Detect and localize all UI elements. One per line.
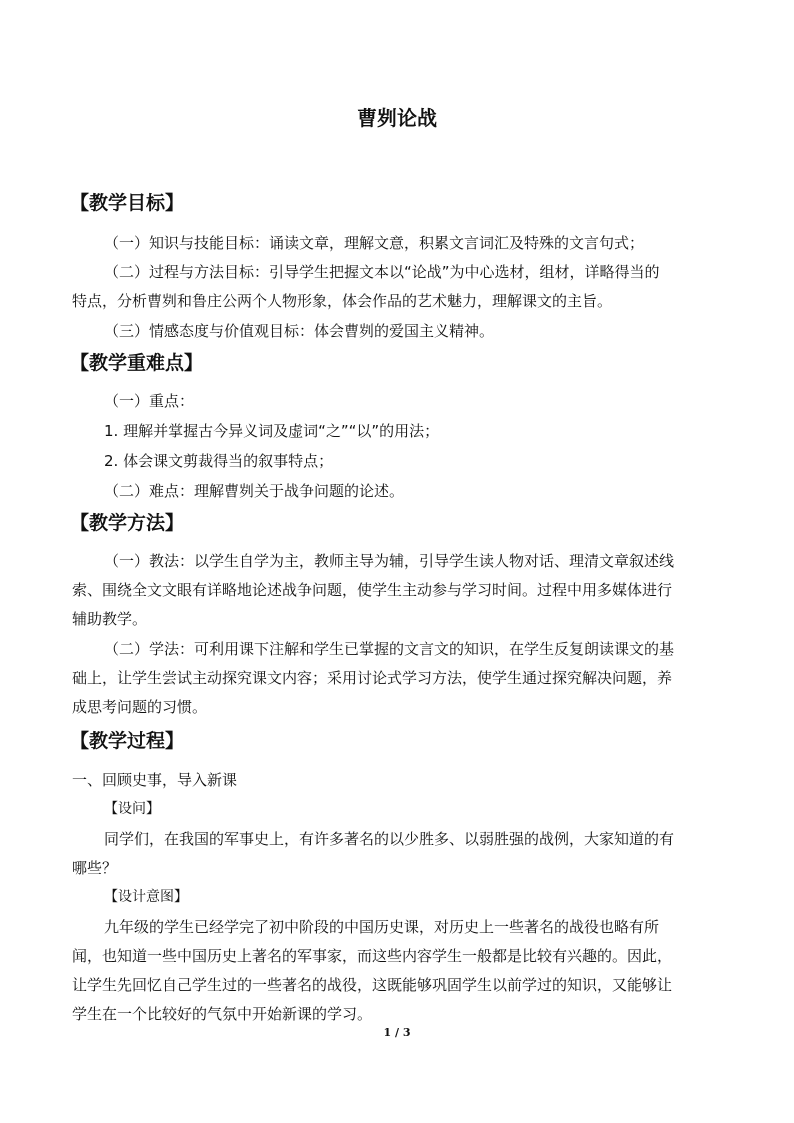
paragraph-line: （一）知识与技能目标：诵读文章，理解文意，积累文言词汇及特殊的文言句式； (104, 234, 645, 252)
subheading: 一、回顾史事，导入新课 (72, 771, 238, 789)
paragraph-line: 九年级的学生已经学完了初中阶段的中国历史课，对历史上一些著名的战役也略有所 (104, 918, 660, 936)
label-design-intent: 【设计意图】 (104, 889, 188, 905)
page-number: 1 / 3 (383, 1026, 411, 1039)
paragraph-line: 哪些？ (72, 859, 118, 877)
paragraph-line: 闻，也知道一些中国历史上著名的军事家，而这些内容学生一般都是比较有兴趣的。因此， (72, 947, 673, 965)
section-heading-key-points: 【教学重难点】 (70, 352, 204, 374)
paragraph-line: （一）重点： (104, 392, 195, 410)
paragraph-line: （二）难点：理解曹刿关于战争问题的论述。 (104, 482, 405, 500)
paragraph-line: 成思考问题的习惯。 (72, 698, 208, 716)
paragraph-line: 学生在一个比较好的气氛中开始新课的学习。 (72, 1005, 373, 1023)
list-item: 1. 理解并掌握古今异义词及虚词“之”“以”的用法； (104, 422, 440, 440)
paragraph-line: 同学们，在我国的军事史上，有许多著名的以少胜多、以弱胜强的战例，大家知道的有 (104, 830, 675, 848)
section-heading-objectives: 【教学目标】 (70, 192, 185, 214)
paragraph-line: （三）情感态度与价值观目标：体会曹刿的爱国主义精神。 (104, 322, 495, 340)
paragraph-line: 索、围绕全文文眼有详略地论述战争问题，使学生主动参与学习时间。过程中用多媒体进行 (72, 581, 673, 599)
label-question: 【设问】 (104, 801, 160, 817)
section-heading-methods: 【教学方法】 (70, 512, 185, 534)
paragraph-line: 特点，分析曹刿和鲁庄公两个人物形象，体会作品的艺术魅力，理解课文的主旨。 (72, 292, 613, 310)
list-item: 2. 体会课文剪裁得当的叙事特点； (104, 452, 334, 470)
paragraph-line: 础上，让学生尝试主动探究课文内容；采用讨论式学习方法，使学生通过探究解决问题，养 (72, 669, 673, 687)
paragraph-line: （一）教法：以学生自学为主，教师主导为辅，引导学生读人物对话、理清文章叙述线 (104, 552, 675, 570)
paragraph-line: （二）学法：可利用课下注解和学生已掌握的文言文的知识，在学生反复朗读课文的基 (104, 640, 675, 658)
paragraph-line: 让学生先回忆自己学生过的一些著名的战役，这既能够巩固学生以前学过的知识，又能够让 (72, 976, 673, 994)
paragraph-line: （二）过程与方法目标：引导学生把握文本以“论战”为中心选材，组材，详略得当的 (104, 263, 660, 281)
section-heading-process: 【教学过程】 (70, 730, 185, 752)
document-title: 曹刿论战 (357, 106, 437, 130)
paragraph-line: 辅助教学。 (72, 610, 148, 628)
